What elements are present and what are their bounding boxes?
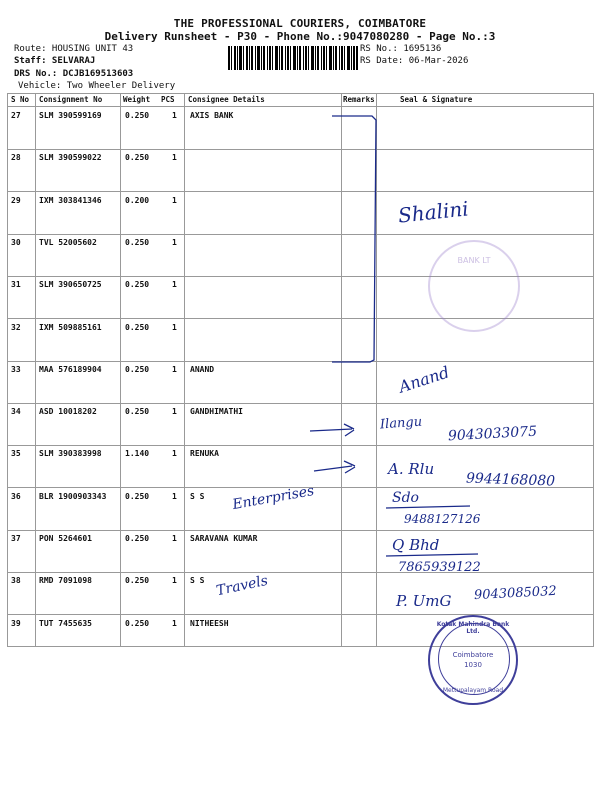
faded-bank-stamp [428,240,520,332]
pcs-cell: 1 [172,111,177,120]
sno-cell: 28 [11,153,21,163]
consignee-cell: S S [190,576,205,586]
consignment-cell: ASD 10018202 [39,407,97,417]
sno-cell: 31 [11,280,21,290]
weight-cell: 0.250 [125,407,150,417]
sig-36-line [386,506,470,508]
weight-cell: 0.250 [125,237,150,247]
consignment-cell: RMD 7091098 [39,576,92,586]
weight-cell: 0.250 [125,576,150,586]
signature-38: P. UmG [396,592,452,610]
vehicle: Vehicle: Two Wheeler Delivery [18,81,176,91]
col-consignment: Consignment No [39,94,102,107]
consignment-cell: PON 5264601 [39,534,92,543]
consignment-cell: IXM 509885161 [39,322,102,332]
phone-37: 7865939122 [398,560,481,575]
col-seal: Seal & Signature [400,94,472,107]
sno-cell: 35 [11,449,21,459]
consignee-cell: ANAND [190,364,215,374]
col-pcs: PCS [161,94,175,107]
signature-37: Q Bhd [392,536,440,554]
rs-date: RS Date: 06-Mar-2026 [360,56,469,66]
pcs-cell: 1 [172,237,177,247]
pcs-cell: 1 [172,153,177,163]
weight-cell: 0.200 [125,195,150,205]
sno-cell: 34 [11,407,21,417]
pcs-cell: 1 [172,576,177,586]
weight-cell: 0.250 [125,153,150,163]
weight-cell: 0.250 [125,491,150,501]
note-travels: Travels [214,572,270,600]
weight-cell: 0.250 [125,111,150,120]
weight-cell: 0.250 [125,364,150,374]
signature-34: Ilangu [379,414,423,433]
note-enterprises: Enterprises [231,482,316,514]
weight-cell: 0.250 [125,280,150,290]
consignee-cell: S S [190,491,205,501]
sig-37-line [386,554,478,556]
consignee-cell: AXIS BANK [190,111,234,120]
pcs-cell: 1 [172,449,177,459]
rs-number: RS No.: 1695136 [360,44,442,54]
consignment-cell: BLR 1900903343 [39,491,107,501]
sno-cell: 36 [11,491,21,501]
sno-cell: 39 [11,618,21,628]
phone-38: 9043085032 [473,583,558,604]
consignment-cell: MAA 576189904 [39,364,102,374]
phone-36: 9488127126 [404,512,481,526]
arrow-34 [310,424,354,436]
route: Route: HOUSING UNIT 43 [14,44,134,54]
col-consignee: Consignee Details [188,94,265,107]
consignment-cell: SLM 390650725 [39,280,102,290]
consignment-cell: TVL 52005602 [39,237,97,247]
staff: Staff: SELVARAJ [14,56,96,66]
weight-cell: 0.250 [125,534,150,543]
runsheet-subtitle: Delivery Runsheet - P30 - Phone No.:9047080280 - Page No.:3 [104,30,496,43]
col-remarks: Remarks [343,94,375,107]
pcs-cell: 1 [172,491,177,501]
consignment-cell: SLM 390599022 [39,153,102,163]
weight-cell: 0.250 [125,618,150,628]
phone-35: 9944168080 [465,470,556,490]
phone-34: 9043033075 [447,423,538,445]
pcs-cell: 1 [172,195,177,205]
pcs-cell: 1 [172,280,177,290]
company-title: THE PROFESSIONAL COURIERS, COIMBATORE [173,17,427,30]
consignment-cell: SLM 390383998 [39,449,102,459]
consignee-cell: NITHEESH [190,618,229,628]
sno-cell: 29 [11,195,21,205]
pcs-cell: 1 [172,618,177,628]
weight-cell: 1.140 [125,449,150,459]
consignee-cell: RENUKA [190,449,219,459]
consignee-cell: SARAVANA KUMAR [190,534,258,543]
kotak-bank-stamp [428,615,518,705]
pcs-cell: 1 [172,534,177,543]
stamp-branch: Mettupalayam Road [442,687,504,694]
bracket-mark [332,116,376,362]
col-weight: Weight [123,94,150,107]
pcs-cell: 1 [172,364,177,374]
stamp-code: 1030 [464,661,482,669]
signature-shalini: Shalini [396,196,470,228]
col-sno: S No [11,94,29,107]
consignment-cell: IXM 303841346 [39,195,102,205]
sno-cell: 30 [11,237,21,247]
sno-cell: 33 [11,364,21,374]
consignment-cell: SLM 390599169 [39,111,102,120]
consignment-cell: TUT 7455635 [39,618,92,628]
signature-35: A. Rlu [388,460,435,478]
stamp-city: Coimbatore [452,651,494,659]
sno-cell: 38 [11,576,21,586]
signature-36: Sdo [392,490,419,506]
signature-anand: Anand [396,362,452,397]
weight-cell: 0.250 [125,322,150,332]
drs-number: DRS No.: DCJB169513603 [14,69,134,79]
arrow-35 [314,461,355,473]
consignee-cell: GANDHIMATHI [190,407,243,417]
sno-cell: 37 [11,534,21,543]
sno-cell: 32 [11,322,21,332]
faded-stamp-text: BANK LT [457,256,491,265]
sno-cell: 27 [11,111,21,120]
stamp-bank-name: Kotak Mahindra Bank Ltd. [436,621,510,635]
pcs-cell: 1 [172,407,177,417]
pcs-cell: 1 [172,322,177,332]
